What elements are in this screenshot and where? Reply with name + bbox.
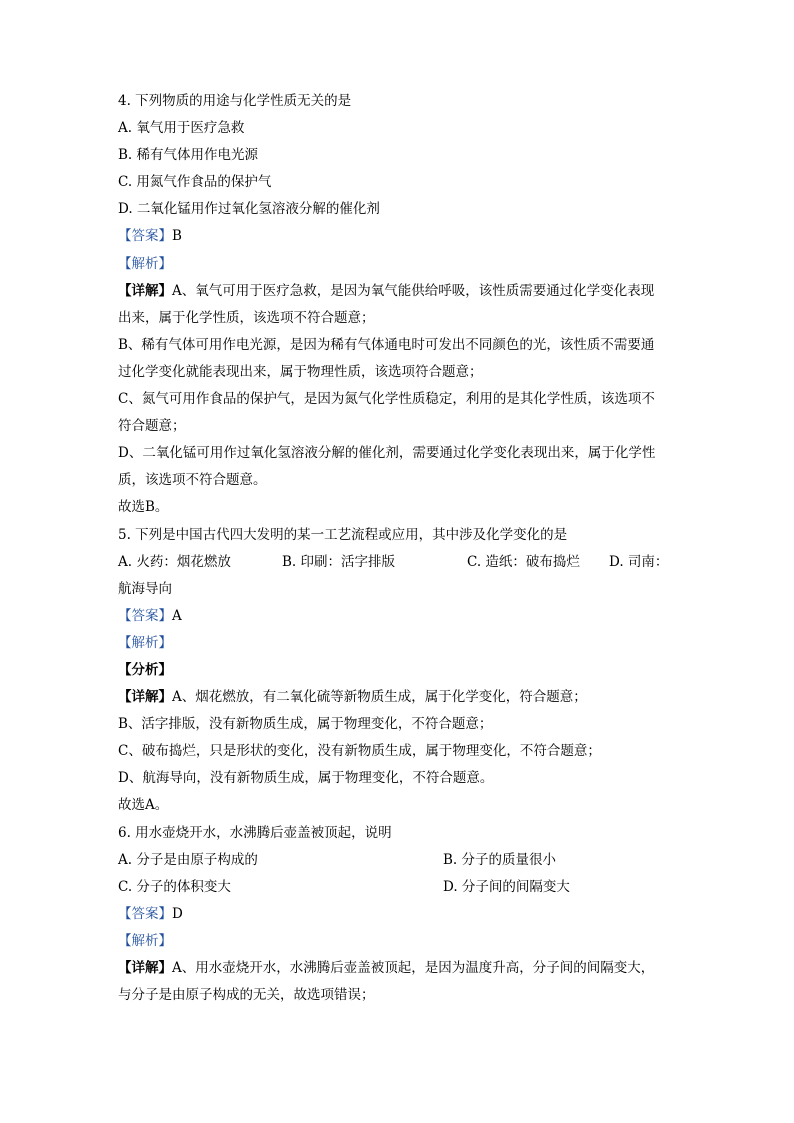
q4-detail-line-4: 过化学变化就能表现出来，属于物理性质，该选项符合题意； bbox=[118, 363, 483, 380]
q4-conclusion: 故选B。 bbox=[118, 499, 169, 516]
q4-detail-line-1 bbox=[118, 278, 688, 305]
q4-detail-line-7: D、二氧化锰可用作过氧化氢溶液分解的催化剂，需要通过化学变化表现出来，属于化学性 bbox=[118, 445, 656, 462]
analysis-tag: 【解析】 bbox=[118, 255, 172, 272]
q4-option-d: D. 二氧化锰用作过氧化氢溶液分解的催化剂 bbox=[118, 201, 380, 218]
q6-options-row-1 bbox=[118, 847, 688, 874]
q4-option-a: A. 氧气用于医疗急救 bbox=[118, 120, 245, 137]
answer-tag: 【答案】 bbox=[118, 228, 172, 245]
answer-tag: 【答案】 bbox=[118, 607, 172, 624]
q6-answer: D bbox=[172, 905, 183, 922]
q6-stem: 6. 用水壶烧开水，水沸腾后壶盖被顶起，说明 bbox=[118, 824, 392, 841]
q4-stem: 4. 下列物质的用途与化学性质无关的是 bbox=[118, 93, 352, 109]
q4-detail-line-2: 出来，属于化学性质，该选项不符合题意； bbox=[118, 309, 375, 326]
q6-detail-line-1 bbox=[118, 955, 688, 982]
q5-option-d: D. 司南： bbox=[609, 553, 669, 570]
q5-answer: A bbox=[172, 607, 182, 624]
q4-detail-line-3: B、稀有气体可用作电光源，是因为稀有气体通电时可发出不同颜色的光，该性质不需要通 bbox=[118, 336, 655, 353]
q4-option-c: C. 用氮气作食品的保护气 bbox=[118, 174, 272, 191]
analysis-tag: 【解析】 bbox=[118, 634, 172, 651]
q6-answer-line bbox=[118, 901, 688, 928]
q5-option-b: B. 印刷：活字排版 bbox=[282, 553, 396, 570]
q4-detail-line-5: C、氮气可用作食品的保护气，是因为氮气化学性质稳定，利用的是其化学性质，该选项不 bbox=[118, 391, 655, 408]
q4-detail-text: A、氧气可用于医疗急救，是因为氧气能供给呼吸，该性质需要通过化学变化表现 bbox=[172, 282, 655, 299]
q5-options-row bbox=[118, 549, 688, 576]
q5-detail-line-4: D、航海导向，没有新物质生成，属于物理变化，不符合题意。 bbox=[118, 770, 494, 787]
q5-detail-line-1 bbox=[118, 684, 688, 711]
q6-option-a: A. 分子是由原子构成的 bbox=[118, 851, 258, 868]
q5-detail-text: A、烟花燃放，有二氧化硫等新物质生成，属于化学变化，符合题意； bbox=[172, 689, 587, 706]
document-page bbox=[118, 88, 688, 1009]
q4-answer: B bbox=[172, 228, 182, 245]
detail-tag: 【详解】 bbox=[118, 689, 172, 706]
q6-detail-text: A、用水壶烧开水，水沸腾后壶盖被顶起，是因为温度升高，分子间的间隔变大， bbox=[172, 960, 655, 976]
q5-answer-line bbox=[118, 603, 688, 630]
q5-option-a: A. 火药：烟花燃放 bbox=[118, 553, 231, 570]
q5-conclusion: 故选A。 bbox=[118, 797, 169, 814]
q5-detail-line-3: C、破布捣烂，只是形状的变化，没有新物质生成，属于物理变化，不符合题意； bbox=[118, 743, 601, 760]
answer-tag: 【答案】 bbox=[118, 905, 172, 922]
q4-option-b: B. 稀有气体用作电光源 bbox=[118, 147, 259, 164]
detail-tag: 【详解】 bbox=[118, 960, 172, 976]
q6-options-row-2 bbox=[118, 874, 688, 901]
q4-detail-line-6: 符合题意； bbox=[118, 418, 186, 435]
q4-detail-line-8: 质，该选项不符合题意。 bbox=[118, 472, 267, 489]
q4-answer-line bbox=[118, 223, 688, 250]
detail-tag: 【详解】 bbox=[118, 282, 172, 299]
q6-detail-line-2: 与分子是由原子构成的无关，故选项错误； bbox=[118, 987, 375, 1004]
q5-option-c: C. 造纸：破布捣烂 bbox=[467, 553, 580, 570]
analysis-tag: 【解析】 bbox=[118, 932, 172, 949]
q6-option-b: B. 分子的质量很小 bbox=[443, 851, 557, 868]
q6-option-c: C. 分子的体积变大 bbox=[118, 878, 231, 895]
fenxi-tag: 【分析】 bbox=[118, 661, 172, 678]
q5-detail-line-2: B、活字排版，没有新物质生成，属于物理变化，不符合题意； bbox=[118, 716, 493, 733]
q5-stem: 5. 下列是中国古代四大发明的某一工艺流程或应用，其中涉及化学变化的是 bbox=[118, 526, 568, 543]
q5-option-d-continued: 航海导向 bbox=[118, 580, 172, 597]
q6-option-d: D. 分子间的间隔变大 bbox=[443, 878, 570, 895]
